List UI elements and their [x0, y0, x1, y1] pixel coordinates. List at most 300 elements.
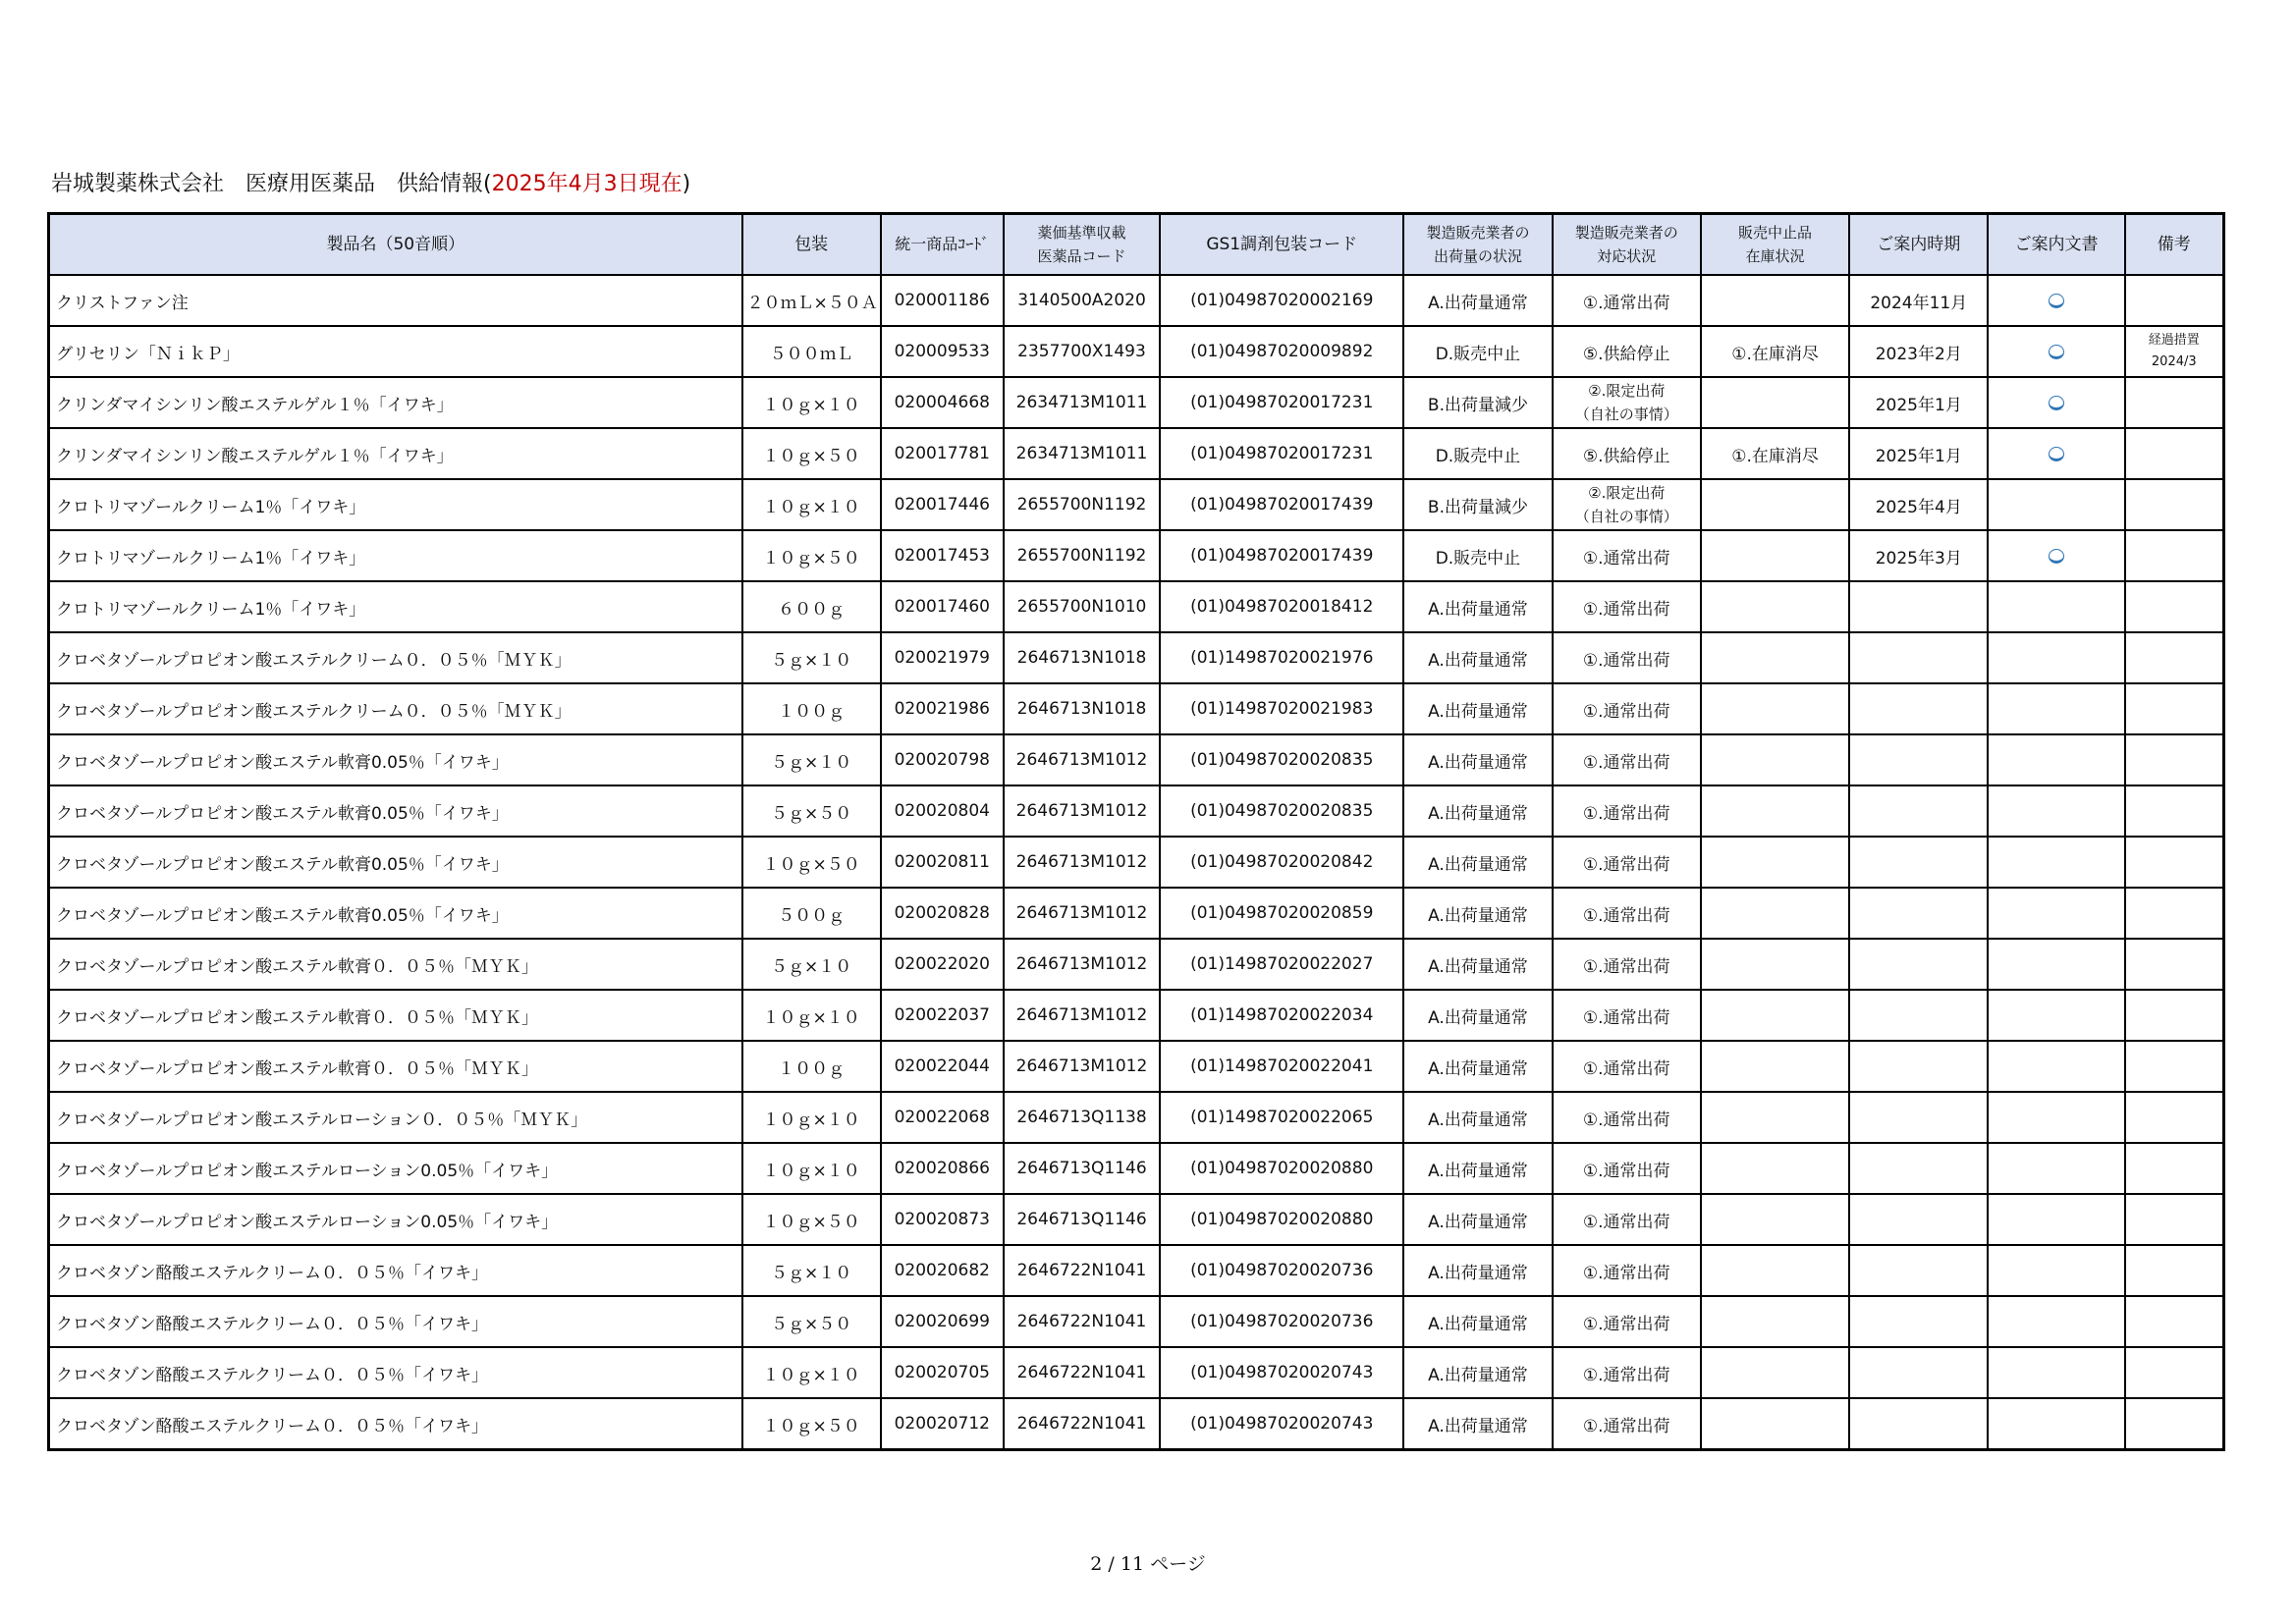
cell-price-code: 2646722N1041: [1004, 1398, 1160, 1450]
cell-package: １０ｇ×１０: [742, 1092, 881, 1143]
cell-product-name: クロベタゾールプロピオン酸エステルクリーム０．０５％「ＭＹＫ」: [49, 683, 742, 734]
cell-remarks: [2125, 530, 2224, 581]
cell-stock-status: [1701, 275, 1849, 326]
cell-shipment-status: A.出荷量通常: [1403, 939, 1552, 990]
cell-remarks: [2125, 683, 2224, 734]
cell-shipment-status: A.出荷量通常: [1403, 581, 1552, 632]
cell-shipment-status: A.出荷量通常: [1403, 734, 1552, 785]
cell-response-status: ①.通常出荷: [1553, 785, 1701, 837]
header-discontinued-line1: 販売中止品: [1738, 224, 1813, 242]
cell-guide-doc: [1988, 530, 2124, 581]
table-row: [49, 1398, 2224, 1450]
cell-package: ５ｇ×５０: [742, 1296, 881, 1347]
cell-price-code: 2655700N1192: [1004, 530, 1160, 581]
cell-guide-date: 2025年4月: [1849, 479, 1988, 530]
header-guide-doc: ご案内文書: [1988, 214, 2124, 276]
cell-gs1-code: (01)04987020020880: [1160, 1143, 1403, 1194]
cell-unified-code: 020020699: [881, 1296, 1004, 1347]
cell-response-status: ①.通常出荷: [1553, 1398, 1701, 1450]
cell-guide-doc: [1988, 581, 2124, 632]
cell-guide-doc: [1988, 377, 2124, 428]
table-row: [49, 479, 2224, 530]
cell-unified-code: 020020811: [881, 837, 1004, 888]
cell-remarks: [2125, 1347, 2224, 1398]
guide-document-link-icon[interactable]: [2049, 294, 2064, 308]
header-discontinued: [1701, 214, 1849, 276]
cell-guide-doc: [1988, 1092, 2124, 1143]
cell-shipment-status: A.出荷量通常: [1403, 1245, 1552, 1296]
table-row: [49, 428, 2224, 479]
cell-response-status: ①.通常出荷: [1553, 581, 1701, 632]
cell-stock-status: [1701, 939, 1849, 990]
cell-package: ５００ｇ: [742, 888, 881, 939]
cell-guide-doc: [1988, 1398, 2124, 1450]
cell-product-name: クリンダマイシンリン酸エステルゲル１％「イワキ」: [49, 428, 742, 479]
cell-guide-date: [1849, 1143, 1988, 1194]
cell-package: １０ｇ×５０: [742, 1194, 881, 1245]
cell-shipment-status: A.出荷量通常: [1403, 632, 1552, 683]
header-package: 包装: [742, 214, 881, 276]
cell-product-name: クロベタゾン酪酸エステルクリーム０．０５％「イワキ」: [49, 1347, 742, 1398]
cell-stock-status: [1701, 888, 1849, 939]
table-row: [49, 1092, 2224, 1143]
cell-package: ５ｇ×１０: [742, 1245, 881, 1296]
cell-package: １０ｇ×１０: [742, 377, 881, 428]
cell-gs1-code: (01)14987020022065: [1160, 1092, 1403, 1143]
cell-guide-doc: [1988, 275, 2124, 326]
cell-stock-status: ①.在庫消尽: [1701, 428, 1849, 479]
cell-unified-code: 020017460: [881, 581, 1004, 632]
cell-guide-date: 2025年1月: [1849, 428, 1988, 479]
cell-gs1-code: (01)04987020017439: [1160, 530, 1403, 581]
cell-shipment-status: A.出荷量通常: [1403, 1194, 1552, 1245]
header-shipment: [1403, 214, 1552, 276]
cell-package: １０ｇ×１０: [742, 1143, 881, 1194]
remarks-line2: 2024/3: [2151, 354, 2197, 369]
table-row: [49, 1296, 2224, 1347]
cell-gs1-code: (01)04987020020743: [1160, 1347, 1403, 1398]
cell-product-name: グリセリン「ＮｉｋＰ」: [49, 326, 742, 377]
table-row: [49, 530, 2224, 581]
cell-shipment-status: D.販売中止: [1403, 530, 1552, 581]
cell-price-code: 2634713M1011: [1004, 377, 1160, 428]
cell-price-code: 2634713M1011: [1004, 428, 1160, 479]
cell-price-code: 2646713M1012: [1004, 888, 1160, 939]
cell-guide-doc: [1988, 1245, 2124, 1296]
cell-product-name: クロベタゾールプロピオン酸エステル軟膏０．０５％「ＭＹＫ」: [49, 939, 742, 990]
cell-gs1-code: (01)04987020017231: [1160, 428, 1403, 479]
table-row: [49, 1041, 2224, 1092]
response-line2: （自社の事情）: [1574, 508, 1678, 525]
cell-remarks: [2125, 1245, 2224, 1296]
cell-remarks: [2125, 1143, 2224, 1194]
remarks-line1: 経過措置: [2148, 333, 2200, 348]
cell-package: １０ｇ×５０: [742, 428, 881, 479]
cell-product-name: クロベタゾールプロピオン酸エステルローション０．０５％「ＭＹＫ」: [49, 1092, 742, 1143]
cell-stock-status: [1701, 1194, 1849, 1245]
cell-shipment-status: B.出荷量減少: [1403, 377, 1552, 428]
header-unified-code: 統一商品ｺｰﾄﾞ: [881, 214, 1004, 276]
cell-guide-date: [1849, 837, 1988, 888]
cell-price-code: 2646713M1012: [1004, 785, 1160, 837]
cell-product-name: クロトリマゾールクリーム1％「イワキ」: [49, 479, 742, 530]
cell-gs1-code: (01)04987020002169: [1160, 275, 1403, 326]
cell-price-code: 2646713N1018: [1004, 632, 1160, 683]
cell-response-status: [1553, 479, 1701, 530]
cell-package: ２０ｍＬ×５０Ａ: [742, 275, 881, 326]
cell-package: １００ｇ: [742, 683, 881, 734]
cell-package: １０ｇ×５０: [742, 837, 881, 888]
header-response-line2: 対応状況: [1597, 247, 1657, 265]
header-shipment-line2: 出荷量の状況: [1433, 247, 1522, 265]
response-line2: （自社の事情）: [1574, 406, 1678, 423]
cell-guide-date: [1849, 581, 1988, 632]
cell-unified-code: 020020804: [881, 785, 1004, 837]
cell-unified-code: 020020798: [881, 734, 1004, 785]
cell-package: １０ｇ×１０: [742, 479, 881, 530]
cell-response-status: ①.通常出荷: [1553, 1245, 1701, 1296]
cell-guide-date: [1849, 1041, 1988, 1092]
cell-response-status: ①.通常出荷: [1553, 632, 1701, 683]
header-guide-date: ご案内時期: [1849, 214, 1988, 276]
cell-response-status: ①.通常出荷: [1553, 1143, 1701, 1194]
cell-shipment-status: A.出荷量通常: [1403, 888, 1552, 939]
cell-unified-code: 020021986: [881, 683, 1004, 734]
cell-shipment-status: B.出荷量減少: [1403, 479, 1552, 530]
cell-remarks: [2125, 888, 2224, 939]
cell-unified-code: 020022037: [881, 990, 1004, 1041]
table-row: [49, 377, 2224, 428]
cell-stock-status: [1701, 1245, 1849, 1296]
cell-shipment-status: A.出荷量通常: [1403, 990, 1552, 1041]
cell-gs1-code: (01)04987020017231: [1160, 377, 1403, 428]
cell-guide-doc: [1988, 1143, 2124, 1194]
cell-unified-code: 020021979: [881, 632, 1004, 683]
cell-guide-doc: [1988, 479, 2124, 530]
cell-guide-date: 2025年1月: [1849, 377, 1988, 428]
cell-product-name: クロベタゾールプロピオン酸エステル軟膏0.05％「イワキ」: [49, 734, 742, 785]
cell-shipment-status: A.出荷量通常: [1403, 1296, 1552, 1347]
cell-price-code: 2646713M1012: [1004, 990, 1160, 1041]
cell-stock-status: [1701, 683, 1849, 734]
cell-package: ６００ｇ: [742, 581, 881, 632]
cell-guide-doc: [1988, 837, 2124, 888]
cell-price-code: 2646713M1012: [1004, 837, 1160, 888]
cell-remarks: [2125, 1041, 2224, 1092]
cell-guide-doc: [1988, 734, 2124, 785]
cell-package: ５００ｍＬ: [742, 326, 881, 377]
cell-unified-code: 020020873: [881, 1194, 1004, 1245]
cell-remarks: [2125, 1296, 2224, 1347]
cell-guide-date: [1849, 683, 1988, 734]
table-row: [49, 734, 2224, 785]
cell-shipment-status: A.出荷量通常: [1403, 837, 1552, 888]
cell-stock-status: [1701, 990, 1849, 1041]
cell-guide-doc: [1988, 1347, 2124, 1398]
cell-gs1-code: (01)14987020021983: [1160, 683, 1403, 734]
cell-unified-code: 020001186: [881, 275, 1004, 326]
cell-guide-date: [1849, 888, 1988, 939]
cell-guide-doc: [1988, 1194, 2124, 1245]
page-number: 2 / 11 ページ: [1090, 1553, 1206, 1575]
cell-shipment-status: D.販売中止: [1403, 428, 1552, 479]
cell-stock-status: [1701, 530, 1849, 581]
title-close: ): [682, 172, 691, 196]
cell-price-code: 2655700N1192: [1004, 479, 1160, 530]
cell-unified-code: 020017453: [881, 530, 1004, 581]
cell-remarks: [2125, 377, 2224, 428]
cell-guide-date: [1849, 1194, 1988, 1245]
cell-price-code: 2646713Q1138: [1004, 1092, 1160, 1143]
cell-package: ５ｇ×５０: [742, 785, 881, 837]
cell-guide-date: [1849, 734, 1988, 785]
table-row: [49, 1347, 2224, 1398]
cell-guide-doc: [1988, 632, 2124, 683]
cell-product-name: クロベタゾールプロピオン酸エステル軟膏0.05％「イワキ」: [49, 888, 742, 939]
cell-remarks: [2125, 1398, 2224, 1450]
cell-response-status: ①.通常出荷: [1553, 939, 1701, 990]
cell-guide-doc: [1988, 428, 2124, 479]
cell-gs1-code: (01)04987020018412: [1160, 581, 1403, 632]
cell-response-status: ①.通常出荷: [1553, 990, 1701, 1041]
cell-unified-code: 020020682: [881, 1245, 1004, 1296]
cell-response-status: ①.通常出荷: [1553, 683, 1701, 734]
cell-response-status: ①.通常出荷: [1553, 1347, 1701, 1398]
cell-guide-date: [1849, 1296, 1988, 1347]
cell-guide-date: [1849, 632, 1988, 683]
cell-stock-status: [1701, 581, 1849, 632]
cell-remarks: [2125, 837, 2224, 888]
cell-stock-status: [1701, 734, 1849, 785]
cell-stock-status: [1701, 1347, 1849, 1398]
cell-guide-date: [1849, 1245, 1988, 1296]
header-price-code: [1004, 214, 1160, 276]
cell-remarks: [2125, 734, 2224, 785]
response-line1: ②.限定出荷: [1588, 484, 1666, 502]
cell-guide-doc: [1988, 785, 2124, 837]
cell-guide-doc: [1988, 1041, 2124, 1092]
cell-gs1-code: (01)14987020022034: [1160, 990, 1403, 1041]
cell-guide-date: [1849, 939, 1988, 990]
cell-shipment-status: A.出荷量通常: [1403, 275, 1552, 326]
cell-remarks: [2125, 1092, 2224, 1143]
guide-document-link-icon[interactable]: [2049, 447, 2064, 461]
cell-shipment-status: A.出荷量通常: [1403, 1143, 1552, 1194]
table-row: [49, 837, 2224, 888]
cell-shipment-status: A.出荷量通常: [1403, 1347, 1552, 1398]
cell-guide-doc: [1988, 990, 2124, 1041]
cell-gs1-code: (01)04987020020842: [1160, 837, 1403, 888]
cell-product-name: クロトリマゾールクリーム1％「イワキ」: [49, 530, 742, 581]
cell-stock-status: [1701, 632, 1849, 683]
cell-guide-date: [1849, 785, 1988, 837]
cell-stock-status: [1701, 837, 1849, 888]
table-row: [49, 785, 2224, 837]
cell-product-name: クロベタゾールプロピオン酸エステル軟膏０．０５％「ＭＹＫ」: [49, 990, 742, 1041]
page-title: [51, 167, 690, 197]
cell-remarks: [2125, 326, 2224, 377]
header-response: [1553, 214, 1701, 276]
table-row: [49, 1194, 2224, 1245]
cell-response-status: ①.通常出荷: [1553, 1296, 1701, 1347]
cell-price-code: 2655700N1010: [1004, 581, 1160, 632]
table-row: [49, 275, 2224, 326]
cell-shipment-status: A.出荷量通常: [1403, 1092, 1552, 1143]
title-text: 岩城製薬株式会社 医療用医薬品 供給情報(: [51, 172, 492, 196]
cell-response-status: ⑤.供給停止: [1553, 326, 1701, 377]
cell-shipment-status: D.販売中止: [1403, 326, 1552, 377]
cell-stock-status: [1701, 785, 1849, 837]
cell-stock-status: [1701, 1092, 1849, 1143]
header-price-code-line1: 薬価基準収載: [1037, 224, 1126, 242]
table-row: [49, 990, 2224, 1041]
cell-guide-doc: [1988, 683, 2124, 734]
header-discontinued-line2: 在庫状況: [1745, 247, 1805, 265]
cell-gs1-code: (01)04987020020880: [1160, 1194, 1403, 1245]
cell-package: ５ｇ×１０: [742, 939, 881, 990]
cell-product-name: クロトリマゾールクリーム1％「イワキ」: [49, 581, 742, 632]
guide-document-link-icon[interactable]: [2049, 345, 2064, 359]
cell-guide-date: [1849, 1092, 1988, 1143]
cell-guide-date: 2024年11月: [1849, 275, 1988, 326]
guide-document-link-icon[interactable]: [2049, 549, 2064, 564]
cell-package: １０ｇ×１０: [742, 990, 881, 1041]
cell-gs1-code: (01)14987020022027: [1160, 939, 1403, 990]
cell-package: １０ｇ×５０: [742, 1398, 881, 1450]
cell-product-name: クロベタゾールプロピオン酸エステル軟膏０．０５％「ＭＹＫ」: [49, 1041, 742, 1092]
cell-unified-code: 020020866: [881, 1143, 1004, 1194]
cell-unified-code: 020017781: [881, 428, 1004, 479]
cell-stock-status: ①.在庫消尽: [1701, 326, 1849, 377]
cell-guide-doc: [1988, 888, 2124, 939]
cell-product-name: クロベタゾールプロピオン酸エステルローション0.05％「イワキ」: [49, 1194, 742, 1245]
cell-unified-code: 020004668: [881, 377, 1004, 428]
cell-unified-code: 020020712: [881, 1398, 1004, 1450]
cell-response-status: ①.通常出荷: [1553, 1092, 1701, 1143]
cell-product-name: クロベタゾン酪酸エステルクリーム０．０５％「イワキ」: [49, 1296, 742, 1347]
cell-remarks: [2125, 1194, 2224, 1245]
cell-response-status: ①.通常出荷: [1553, 837, 1701, 888]
cell-price-code: 2646713Q1146: [1004, 1194, 1160, 1245]
supply-table: [47, 212, 2225, 1451]
title-date: 2025年4月3日現在: [491, 172, 683, 196]
cell-gs1-code: (01)04987020020736: [1160, 1245, 1403, 1296]
guide-document-link-icon[interactable]: [2049, 396, 2064, 410]
cell-remarks: [2125, 479, 2224, 530]
cell-unified-code: 020022044: [881, 1041, 1004, 1092]
cell-stock-status: [1701, 377, 1849, 428]
cell-guide-date: 2023年2月: [1849, 326, 1988, 377]
cell-remarks: [2125, 939, 2224, 990]
cell-gs1-code: (01)04987020020835: [1160, 785, 1403, 837]
cell-stock-status: [1701, 1143, 1849, 1194]
cell-unified-code: 020009533: [881, 326, 1004, 377]
header-name: 製品名（50音順）: [49, 214, 742, 276]
cell-product-name: クロベタゾン酪酸エステルクリーム０．０５％「イワキ」: [49, 1398, 742, 1450]
cell-price-code: 2646713M1012: [1004, 1041, 1160, 1092]
cell-guide-doc: [1988, 1296, 2124, 1347]
table-row: [49, 326, 2224, 377]
cell-gs1-code: (01)04987020020835: [1160, 734, 1403, 785]
cell-shipment-status: A.出荷量通常: [1403, 683, 1552, 734]
cell-product-name: クロベタゾールプロピオン酸エステルローション0.05％「イワキ」: [49, 1143, 742, 1194]
cell-response-status: ①.通常出荷: [1553, 734, 1701, 785]
cell-guide-doc: [1988, 326, 2124, 377]
header-row: [49, 214, 2224, 276]
cell-package: １０ｇ×５０: [742, 530, 881, 581]
cell-stock-status: [1701, 1296, 1849, 1347]
cell-guide-date: [1849, 1347, 1988, 1398]
table-row: [49, 1143, 2224, 1194]
cell-guide-doc: [1988, 939, 2124, 990]
cell-remarks: [2125, 581, 2224, 632]
cell-response-status: ①.通常出荷: [1553, 1041, 1701, 1092]
cell-product-name: クリンダマイシンリン酸エステルゲル１％「イワキ」: [49, 377, 742, 428]
cell-package: ５ｇ×１０: [742, 734, 881, 785]
table-row: [49, 1245, 2224, 1296]
header-price-code-line2: 医薬品コード: [1037, 247, 1126, 265]
cell-unified-code: 020022068: [881, 1092, 1004, 1143]
table-row: [49, 939, 2224, 990]
cell-response-status: ①.通常出荷: [1553, 530, 1701, 581]
cell-response-status: ①.通常出荷: [1553, 1194, 1701, 1245]
cell-product-name: クリストファン注: [49, 275, 742, 326]
cell-price-code: 2646722N1041: [1004, 1296, 1160, 1347]
cell-stock-status: [1701, 1041, 1849, 1092]
cell-product-name: クロベタゾン酪酸エステルクリーム０．０５％「イワキ」: [49, 1245, 742, 1296]
cell-response-status: ①.通常出荷: [1553, 888, 1701, 939]
cell-response-status: ⑤.供給停止: [1553, 428, 1701, 479]
cell-package: １０ｇ×１０: [742, 1347, 881, 1398]
cell-shipment-status: A.出荷量通常: [1403, 1041, 1552, 1092]
cell-response-status: [1553, 377, 1701, 428]
table-row: [49, 632, 2224, 683]
cell-gs1-code: (01)04987020020743: [1160, 1398, 1403, 1450]
cell-guide-date: 2025年3月: [1849, 530, 1988, 581]
cell-remarks: [2125, 785, 2224, 837]
table-row: [49, 581, 2224, 632]
table-row: [49, 683, 2224, 734]
cell-response-status: ①.通常出荷: [1553, 275, 1701, 326]
cell-gs1-code: (01)14987020021976: [1160, 632, 1403, 683]
cell-stock-status: [1701, 1398, 1849, 1450]
cell-remarks: [2125, 990, 2224, 1041]
cell-product-name: クロベタゾールプロピオン酸エステル軟膏0.05％「イワキ」: [49, 837, 742, 888]
cell-price-code: 2646722N1041: [1004, 1347, 1160, 1398]
response-line1: ②.限定出荷: [1588, 382, 1666, 400]
cell-gs1-code: (01)04987020009892: [1160, 326, 1403, 377]
cell-package: ５ｇ×１０: [742, 632, 881, 683]
header-gs1: GS1調剤包装コード: [1160, 214, 1403, 276]
cell-unified-code: 020020828: [881, 888, 1004, 939]
cell-gs1-code: (01)04987020017439: [1160, 479, 1403, 530]
cell-remarks: [2125, 275, 2224, 326]
cell-product-name: クロベタゾールプロピオン酸エステルクリーム０．０５％「ＭＹＫ」: [49, 632, 742, 683]
header-remarks: 備考: [2125, 214, 2224, 276]
cell-unified-code: 020020705: [881, 1347, 1004, 1398]
cell-shipment-status: A.出荷量通常: [1403, 1398, 1552, 1450]
cell-gs1-code: (01)04987020020736: [1160, 1296, 1403, 1347]
cell-guide-date: [1849, 990, 1988, 1041]
header-shipment-line1: 製造販売業者の: [1426, 224, 1530, 242]
cell-price-code: 2646722N1041: [1004, 1245, 1160, 1296]
header-response-line1: 製造販売業者の: [1574, 224, 1678, 242]
cell-unified-code: 020022020: [881, 939, 1004, 990]
cell-price-code: 2646713Q1146: [1004, 1143, 1160, 1194]
cell-price-code: 2646713M1012: [1004, 734, 1160, 785]
table-row: [49, 888, 2224, 939]
cell-price-code: 2357700X1493: [1004, 326, 1160, 377]
